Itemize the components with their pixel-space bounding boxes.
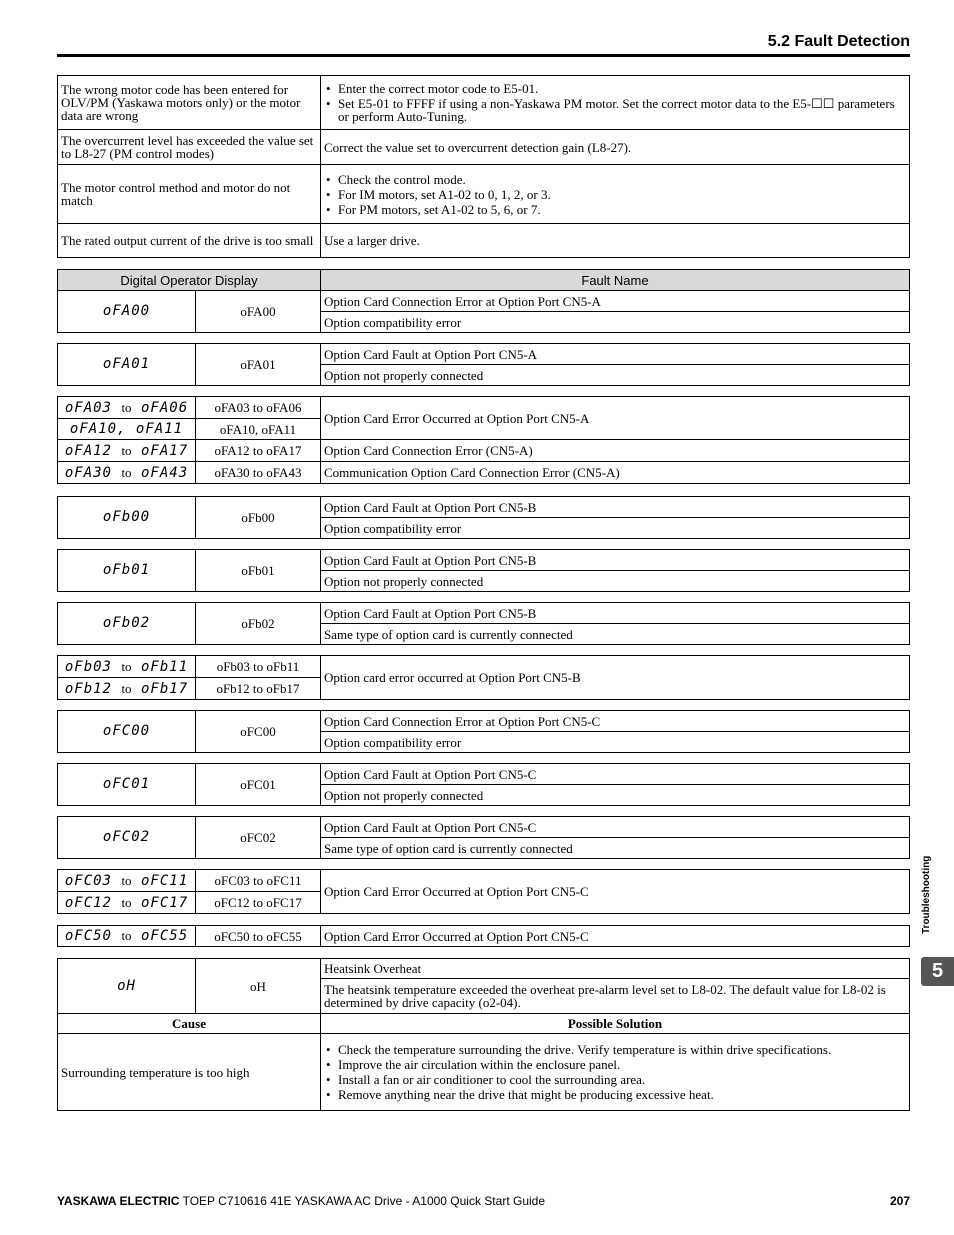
solution-item: • For PM motors, set A1-02 to 5, 6, or 7. [324, 203, 906, 216]
cause-row [58, 165, 910, 224]
seg-display: oFb02 [58, 603, 196, 645]
side-tab-label: Troubleshooting [921, 855, 932, 935]
fault-name: Option Card Error Occurred at Option Port CN5-C [321, 870, 910, 914]
fault-group-ofb03-17 [57, 655, 910, 700]
solution-cell [321, 165, 910, 224]
solution-item: • Improve the air circulation within the enclosure panel. [324, 1058, 906, 1071]
cause-table [57, 75, 910, 258]
seg-display: oFC02 [58, 817, 196, 859]
section-title: 5.2 Fault Detection [767, 33, 910, 50]
fault-code: oFA30 to oFA43 [196, 462, 321, 484]
fault-group-ofc02 [57, 816, 910, 859]
solution-item: • Check the control mode. [324, 173, 906, 186]
fault-code: oFC03 to oFC11 [196, 870, 321, 892]
fault-name: Option Card Connection Error at Option Port CN5-A [321, 291, 910, 312]
seg-display: oFA03 to oFA06 [58, 397, 196, 419]
footer-brand: YASKAWA ELECTRIC [57, 1194, 180, 1208]
fault-name: Option Card Fault at Option Port CN5-B [321, 497, 910, 518]
fault-detail: Option compatibility error [321, 518, 910, 539]
header-display: Digital Operator Display [58, 270, 321, 291]
fault-code: oFA00 [196, 291, 321, 333]
fault-name: Option Card Error Occurred at Option Port CN5-A [321, 397, 910, 440]
page-number: 207 [889, 1194, 910, 1208]
fault-name: Option Card Connection Error at Option Port CN5-C [321, 711, 910, 732]
solution-item: • Enter the correct motor code to E5-01. [324, 82, 906, 95]
cause-header: Cause [58, 1014, 321, 1034]
seg-display: oFA00 [58, 291, 196, 333]
fault-detail: Same type of option card is currently connected [321, 838, 910, 859]
seg-display: oFC03 to oFC11 [58, 870, 196, 892]
fault-code: oFA12 to oFA17 [196, 440, 321, 462]
fault-detail: Same type of option card is currently connected [321, 624, 910, 645]
fault-name: Option Card Fault at Option Port CN5-C [321, 817, 910, 838]
fault-name: Communication Option Card Connection Error (CN5-A) [321, 462, 910, 484]
fault-detail: Option compatibility error [321, 312, 910, 333]
seg-display: oFb00 [58, 497, 196, 539]
seg-display: oFb12 to oFb17 [58, 678, 196, 700]
fault-name: Option Card Error Occurred at Option Port CN5-C [321, 926, 910, 947]
seg-display: oFC01 [58, 764, 196, 806]
solution-item: • Install a fan or air conditioner to cool the surrounding area. [324, 1073, 906, 1086]
fault-name: Option Card Fault at Option Port CN5-B [321, 550, 910, 571]
solution-cell [321, 76, 910, 130]
fault-code: oFC50 to oFC55 [196, 926, 321, 947]
fault-detail: Option not properly connected [321, 571, 910, 592]
fault-detail: Option not properly connected [321, 365, 910, 386]
fault-detail: Option compatibility error [321, 732, 910, 753]
fault-code: oFC01 [196, 764, 321, 806]
seg-display: oFC00 [58, 711, 196, 753]
header-rule [57, 54, 910, 57]
solution-cell: Use a larger drive. [321, 224, 910, 258]
cause-row [58, 130, 910, 165]
fault-code: oFb00 [196, 497, 321, 539]
seg-display: oFb03 to oFb11 [58, 656, 196, 678]
solution-item: • Set E5-01 to FFFF if using a non-Yaskawa PM motor. Set the correct motor data to the E5-☐☐ parameters or perform Auto-Tuning. [324, 97, 906, 123]
fault-group-ofb02 [57, 602, 910, 645]
seg-display: oFA01 [58, 344, 196, 386]
chapter-tab: 5 [921, 957, 954, 986]
cause-row [58, 76, 910, 130]
footer-doc [57, 1194, 545, 1208]
solution-header: Possible Solution [321, 1014, 910, 1034]
fault-group-ofa01 [57, 343, 910, 386]
fault-group-ofc01 [57, 763, 910, 806]
fault-description: The heatsink temperature exceeded the overheat pre-alarm level set to L8-02. The default value for L8-02 is determined by drive capacity (o2-04). [321, 979, 910, 1014]
fault-name: Heatsink Overheat [321, 959, 910, 979]
fault-group-ofc03-17 [57, 869, 910, 914]
fault-code: oFb01 [196, 550, 321, 592]
fault-code: oFC00 [196, 711, 321, 753]
fault-group-ofb00 [57, 496, 910, 539]
cause-cell: Surrounding temperature is too high [58, 1034, 321, 1111]
seg-display: oFb01 [58, 550, 196, 592]
oh-table [57, 958, 910, 1111]
cause-cell: The rated output current of the drive is too small [58, 224, 321, 258]
fault-name: Option card error occurred at Option Port CN5-B [321, 656, 910, 700]
solution-item: • Check the temperature surrounding the drive. Verify temperature is within drive specifications. [324, 1043, 906, 1056]
fault-name: Option Card Fault at Option Port CN5-B [321, 603, 910, 624]
cause-cell: The motor control method and motor do not match [58, 165, 321, 224]
solution-cell: Correct the value set to overcurrent detection gain (L8-27). [321, 130, 910, 165]
seg-display: oFC50 to oFC55 [58, 926, 196, 947]
fault-code: oFb03 to oFb11 [196, 656, 321, 678]
seg-display: oH [58, 959, 196, 1014]
fault-code: oFb12 to oFb17 [196, 678, 321, 700]
seg-display: oFA30 to oFA43 [58, 462, 196, 484]
fault-code: oH [196, 959, 321, 1014]
cause-cell: The wrong motor code has been entered for OLV/PM (Yaskawa motors only) or the motor data are wrong [58, 76, 321, 130]
fault-code: oFC02 [196, 817, 321, 859]
fault-group-ofa00 [57, 290, 910, 333]
seg-display: oFC12 to oFC17 [58, 892, 196, 914]
fault-group-ofb01 [57, 549, 910, 592]
footer-doc-title: TOEP C710616 41E YASKAWA AC Drive - A1000 Quick Start Guide [182, 1194, 546, 1208]
seg-display: oFA10, oFA11 [58, 419, 196, 440]
cause-row [58, 224, 910, 258]
fault-code: oFA03 to oFA06 [196, 397, 321, 419]
fault-group-ofc50-55 [57, 925, 910, 947]
fault-code: oFA01 [196, 344, 321, 386]
cause-cell: The overcurrent level has exceeded the value set to L8-27 (PM control modes) [58, 130, 321, 165]
fault-code: oFC12 to oFC17 [196, 892, 321, 914]
fault-name: Option Card Fault at Option Port CN5-C [321, 764, 910, 785]
fault-group-ofa03-43 [57, 396, 910, 484]
fault-group-ofc00 [57, 710, 910, 753]
fault-detail: Option not properly connected [321, 785, 910, 806]
fault-name: Option Card Fault at Option Port CN5-A [321, 344, 910, 365]
fault-table-header [57, 269, 910, 291]
fault-name: Option Card Connection Error (CN5-A) [321, 440, 910, 462]
fault-code: oFA10, oFA11 [196, 419, 321, 440]
fault-code: oFb02 [196, 603, 321, 645]
seg-display: oFA12 to oFA17 [58, 440, 196, 462]
header-fault-name: Fault Name [321, 270, 910, 291]
solution-item: • Remove anything near the drive that might be producing excessive heat. [324, 1088, 906, 1101]
solution-cell [321, 1034, 910, 1111]
solution-item: • For IM motors, set A1-02 to 0, 1, 2, or 3. [324, 188, 906, 201]
